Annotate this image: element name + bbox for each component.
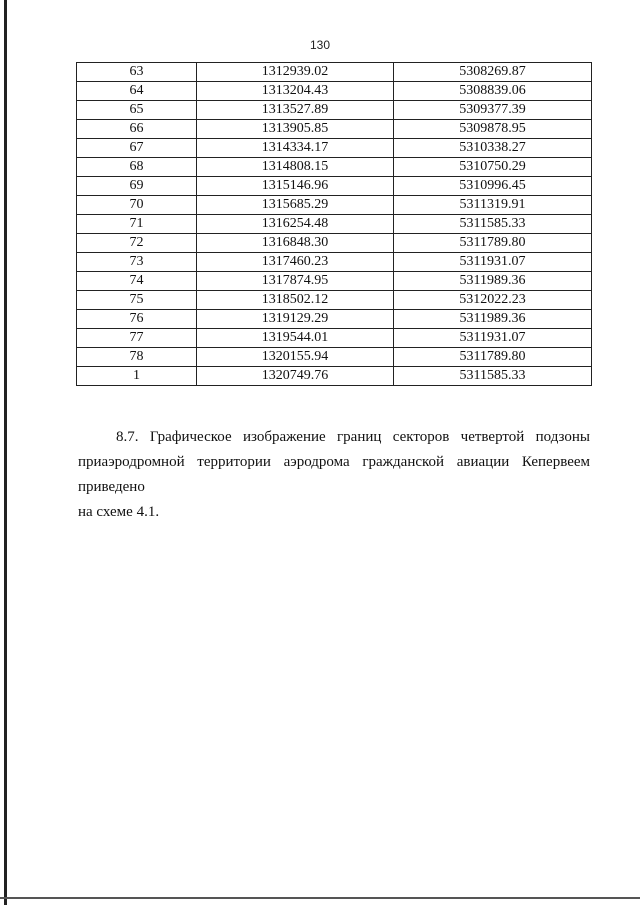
x-coordinate-cell: 1312939.02 bbox=[197, 63, 394, 82]
point-number-cell: 67 bbox=[77, 139, 197, 158]
point-number-cell: 78 bbox=[77, 348, 197, 367]
y-coordinate-cell: 5309377.39 bbox=[394, 101, 592, 120]
y-coordinate-cell: 5308269.87 bbox=[394, 63, 592, 82]
y-coordinate-cell: 5311989.36 bbox=[394, 310, 592, 329]
x-coordinate-cell: 1313204.43 bbox=[197, 82, 394, 101]
x-coordinate-cell: 1313905.85 bbox=[197, 120, 394, 139]
point-number-cell: 77 bbox=[77, 329, 197, 348]
table-row bbox=[77, 253, 592, 272]
y-coordinate-cell: 5310750.29 bbox=[394, 158, 592, 177]
x-coordinate-cell: 1314808.15 bbox=[197, 158, 394, 177]
y-coordinate-cell: 5312022.23 bbox=[394, 291, 592, 310]
scan-border-left bbox=[4, 0, 7, 905]
table-row bbox=[77, 234, 592, 253]
section-paragraph bbox=[78, 425, 590, 525]
x-coordinate-cell: 1316848.30 bbox=[197, 234, 394, 253]
paragraph-line-2: приаэродромной территории аэродрома гражданской авиации Кепервеем приведено bbox=[78, 454, 590, 495]
point-number-cell: 71 bbox=[77, 215, 197, 234]
table-row bbox=[77, 348, 592, 367]
table-row bbox=[77, 291, 592, 310]
x-coordinate-cell: 1316254.48 bbox=[197, 215, 394, 234]
table-row bbox=[77, 158, 592, 177]
table-row bbox=[77, 310, 592, 329]
x-coordinate-cell: 1319544.01 bbox=[197, 329, 394, 348]
table-row bbox=[77, 329, 592, 348]
point-number-cell: 65 bbox=[77, 101, 197, 120]
table-row bbox=[77, 272, 592, 291]
table-row bbox=[77, 215, 592, 234]
x-coordinate-cell: 1320749.76 bbox=[197, 367, 394, 386]
point-number-cell: 66 bbox=[77, 120, 197, 139]
y-coordinate-cell: 5310996.45 bbox=[394, 177, 592, 196]
y-coordinate-cell: 5310338.27 bbox=[394, 139, 592, 158]
point-number-cell: 69 bbox=[77, 177, 197, 196]
table-row bbox=[77, 82, 592, 101]
x-coordinate-cell: 1320155.94 bbox=[197, 348, 394, 367]
y-coordinate-cell: 5311931.07 bbox=[394, 329, 592, 348]
coordinates-table bbox=[76, 62, 592, 386]
y-coordinate-cell: 5309878.95 bbox=[394, 120, 592, 139]
y-coordinate-cell: 5311319.91 bbox=[394, 196, 592, 215]
x-coordinate-cell: 1318502.12 bbox=[197, 291, 394, 310]
x-coordinate-cell: 1313527.89 bbox=[197, 101, 394, 120]
table-row bbox=[77, 196, 592, 215]
paragraph-line-1: 8.7. Графическое изображение границ секторов четвертой подзоны bbox=[116, 429, 590, 445]
table-row bbox=[77, 139, 592, 158]
table-row bbox=[77, 177, 592, 196]
coordinates-table-body bbox=[77, 63, 592, 386]
point-number-cell: 73 bbox=[77, 253, 197, 272]
page-number: 130 bbox=[309, 38, 331, 52]
point-number-cell: 72 bbox=[77, 234, 197, 253]
x-coordinate-cell: 1315146.96 bbox=[197, 177, 394, 196]
y-coordinate-cell: 5311585.33 bbox=[394, 215, 592, 234]
point-number-cell: 1 bbox=[77, 367, 197, 386]
point-number-cell: 75 bbox=[77, 291, 197, 310]
y-coordinate-cell: 5311789.80 bbox=[394, 234, 592, 253]
point-number-cell: 63 bbox=[77, 63, 197, 82]
table-row bbox=[77, 101, 592, 120]
y-coordinate-cell: 5311989.36 bbox=[394, 272, 592, 291]
x-coordinate-cell: 1319129.29 bbox=[197, 310, 394, 329]
paragraph-line-3: на схеме 4.1. bbox=[78, 504, 160, 520]
table-row bbox=[77, 63, 592, 82]
point-number-cell: 74 bbox=[77, 272, 197, 291]
y-coordinate-cell: 5311585.33 bbox=[394, 367, 592, 386]
y-coordinate-cell: 5308839.06 bbox=[394, 82, 592, 101]
x-coordinate-cell: 1317874.95 bbox=[197, 272, 394, 291]
table-row bbox=[77, 367, 592, 386]
table-row bbox=[77, 120, 592, 139]
y-coordinate-cell: 5311931.07 bbox=[394, 253, 592, 272]
x-coordinate-cell: 1315685.29 bbox=[197, 196, 394, 215]
scan-border-bottom bbox=[0, 897, 640, 899]
point-number-cell: 64 bbox=[77, 82, 197, 101]
x-coordinate-cell: 1317460.23 bbox=[197, 253, 394, 272]
x-coordinate-cell: 1314334.17 bbox=[197, 139, 394, 158]
point-number-cell: 70 bbox=[77, 196, 197, 215]
y-coordinate-cell: 5311789.80 bbox=[394, 348, 592, 367]
point-number-cell: 76 bbox=[77, 310, 197, 329]
point-number-cell: 68 bbox=[77, 158, 197, 177]
